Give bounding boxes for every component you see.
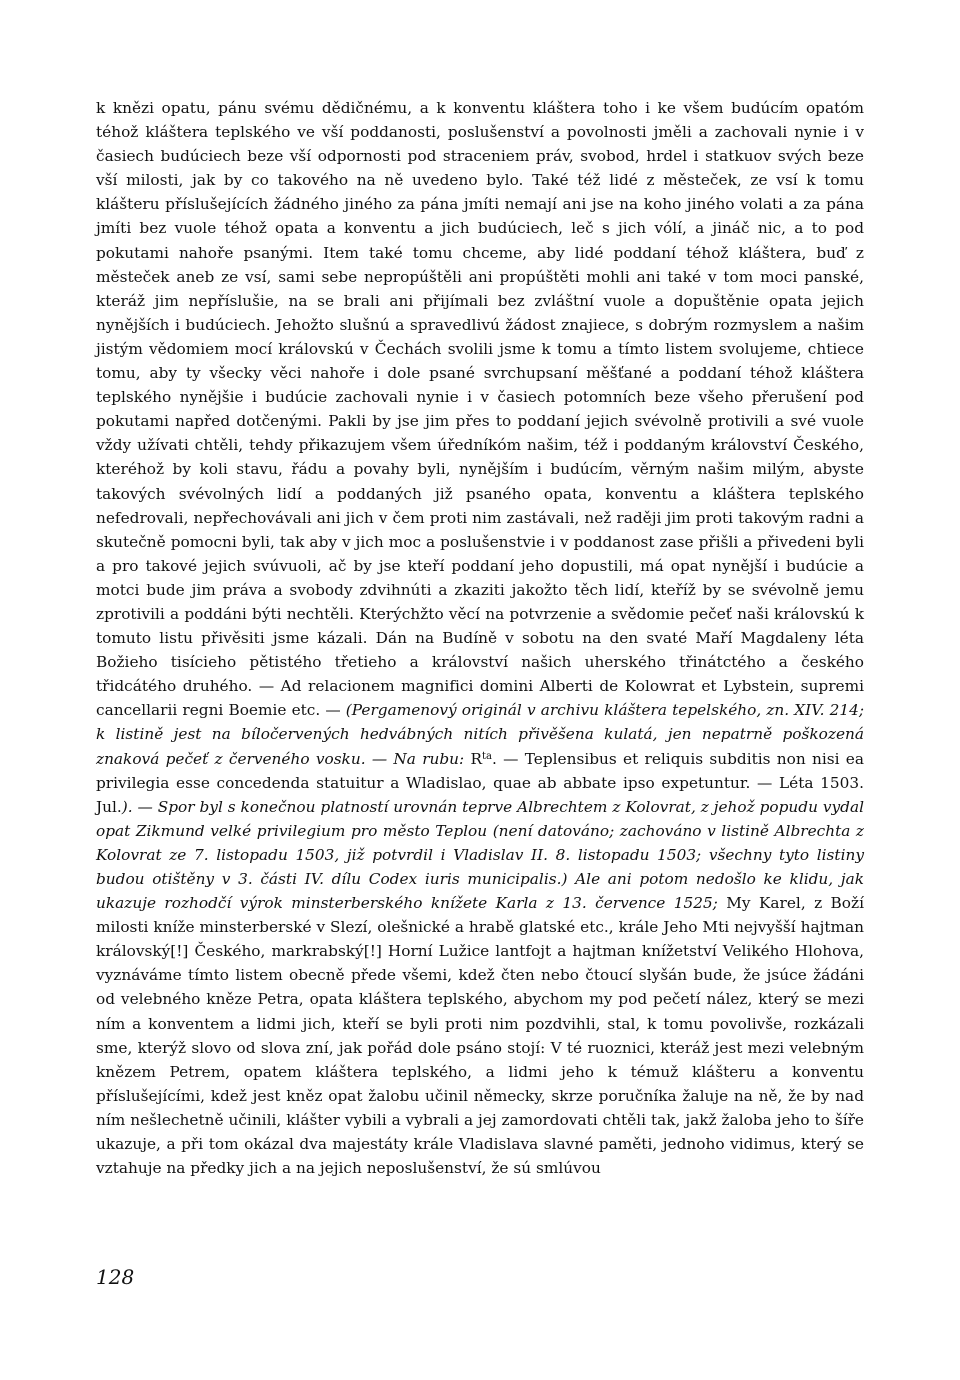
superscript: ta — [482, 750, 493, 762]
italic-note: ). — Spor byl s konečnou platností urovnán teprve Albrechtem z Kolovrat, z jehož popudu vydal opat Zikmund velké privilegium pro město Teplou (není datováno; zachováno v listině Albrechta z Kolovrat ze 7. listopadu 1503, již potvrdil i Vladislav II. 8. listopadu 1503; všechny tyto listiny budou otištěny v 3. části IV. dílu Codex iuris municipalis.) Ale ani potom nedošlo ke klidu, jak ukazuje rozhodčí výrok minsterberského knížete Karla z 13. července 1525; — [96, 797, 864, 913]
page-number: 128 — [96, 1265, 135, 1289]
body-text: k knězi opatu, pánu svému dědičnému, a k konventu kláštera toho i ke všem budúcím opatóm téhož kláštera teplského ve vší poddanosti, poslušenství a povolnosti jměli a zachovali nynie i v časiech budúciech beze vší odpornosti pod straceniem práv, svobod, hrdel i statkuov svých beze vší milosti, jak by co takového na ně uvedeno bylo. Také též lidé z městeček, ze vsí k tomu klášteru příslušejících žádného jiného za pána jmíti nemají ani jse na koho jiného volati a za pána jmíti bez vuole téhož opata a konventu a jich budúciech, leč s jich vólí, a jináč nic, a to pod pokutami nahoře psanými. Item také tomu chceme, aby lidé poddaní téhož kláštera, buď z městeček aneb ze vsí, sami sebe nepropúštěli ani propúštěti mohli ani také v tom moci panské, kteráž jim nepříslušie, na se brali ani přijímali bez zvláštní vuole a dopuštěnie opata jejich nynějších i budúciech. Jehožto slušnú a spravedlivú žádost znajiece, s dobrým rozmyslem a našim jistým vědomiem mocí královskú v Čechách svolili jsme k tomu a tímto listem svolujeme, chtiece tomu, aby ty všecky věci nahoře i dole psané svrchupsaní měšťané a poddaní téhož kláštera teplského nynějšie i budúcie zachovali nynie i v časiech potomních beze všeho přerušení pod pokutami napřed dotčenými. Pakli by jse jim přes to poddaní jejich svévolně protivili a své vuole vždy užívati chtěli, tehdy přikazujem všem úředníkóm našim, též i poddaným království Českého, kteréhož by koli stavu, řádu a povahy byli, nynějším i budúcím, věrným našim milým, abyste takových svévolných lidí a poddaných již psaného opata, konventu a kláštera teplského nefedrovali, nepřechovávali ani jich v čem proti nim zastávali, než raději jim proti takovým radni a skutečně pomocni byli, tak aby v jich moc a poslušenstvie i v poddanost zase přišli a přivedeni byli a pro takové jejich svúvuoli, ač by jse kteří poddaní jeho dopustili, má opat nynější i budúcie a motci bude jim práva a svobody zdvihnúti a zkaziti jakožto těch lidí, kteříž by se svévolně jemu zprotivili a poddáni býti nechtěli. Kterýchžto věcí na potvrzenie a svědomie pečeť naši královskú k tomuto listu přivěsiti jsme kázali. Dán na Budíně v sobotu na den svaté Maří Magdaleny léta Božieho tisícieho pětistého třetieho a království našich uherského třinátctého a českého třidcátého druhého. — Ad relacionem magnifici domini Alberti de Kolowrat et Lybstein, supremi cancellarii regni Boemie etc. — — [96, 99, 864, 720]
body-paragraph — [96, 96, 864, 1180]
document-page — [96, 96, 864, 1180]
body-text: R — [464, 749, 483, 768]
body-text: My Karel, z Boží milosti kníže minsterberské v Slezí, olešnické a hrabě glatské etc., krále Jeho Mti nejvyšší hajtman královský[!] Českého, markrabský[!] Horní Lužice lantfojt a hajtman knížetství Velikého Hlohova, vyznáváme tímto listem obecně přede všemi, kdež čten nebo čtoucí slyšán bude, že jsúce žádáni od velebného kněze Petra, opata kláštera teplského, abychom my pod pečetí nález, který se mezi ním a konventem a lidmi jich, kteří se byli proti nim pozdvihli, stal, k tomu povolivše, rozkázali sme, kterýž slovo od slova zní, jak pořád dole psáno stojí: V té ruoznici, kteráž jest mezi velebným knězem Petrem, opatem kláštera teplského, a lidmi jeho k témuž klášteru a konventu příslušejícími, kdež jest kněz opat žalobu učinil německy, skrze poručníka žaluje na ně, že by nad ním nešlechetně učinili, klášter vybili a vybrali a jej zamordovati chtěli tak, jakž žaloba jeho to šíře ukazuje, a při tom okázal dva majestáty krále Vladislava slavné paměti, jednoho vidimus, který se vztahuje na předky jich a na jejich neposlušenství, že sú smlúvou — [96, 894, 864, 1178]
body-text: . — Teplensibus et reliquis subditis non nisi ea privilegia esse concedenda statuitur a Wladislao, quae ab abbate ipso expetuntur. — Léta 1503. Jul. — [96, 749, 864, 816]
italic-note: (Pergamenový originál v archivu kláštera tepelského, zn. XIV. 214; k listině jest na bíločervených hedvábných nitích přivěšena kulatá, jen nepatrně poškozená znaková pečeť z červeného vosku. — Na rubu: — [96, 701, 864, 768]
